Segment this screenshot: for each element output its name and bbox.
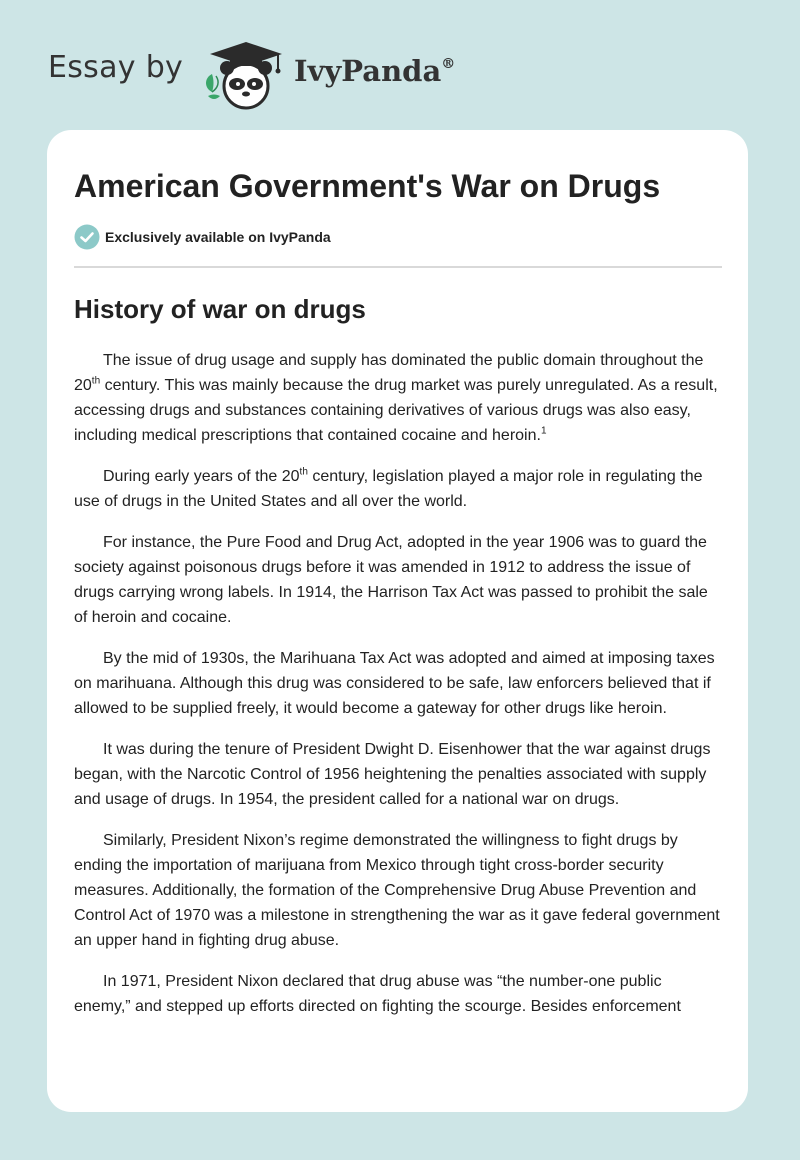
paragraph (74, 737, 722, 812)
article-body (74, 348, 722, 1019)
brand-name[interactable]: IvyPanda® (294, 54, 456, 88)
section-heading: History of war on drugs (74, 294, 366, 324)
divider (74, 266, 722, 268)
text-segment: By the mid of 1930s, the Marihuana Tax Act was adopted and aimed at imposing taxes on marihuana. Although this drug was considered to be safe, law enforcers believed that if allowed to be supplied freely, it would become a gateway for other drugs like heroin. (74, 650, 715, 717)
superscript: th (91, 375, 101, 387)
text-segment: It was during the tenure of President Dwight D. Eisenhower that the war against drugs began, with the Narcotic Control of 1956 heightening the penalties associated with supply and usage of drugs. In 1954, the president called for a national war on drugs. (74, 741, 711, 808)
text-segment: The issue of drug usage and supply has dominated the public domain throughout the 20 (74, 352, 704, 394)
article-card (47, 130, 748, 1112)
check-circle-icon (74, 224, 100, 250)
paragraph (74, 969, 722, 1019)
paragraph (74, 464, 722, 514)
text-segment: century. This was mainly because the drug market was purely unregulated. As a result, accessing drugs and substances containing derivatives of various drugs was also easy, including medical prescriptions that contained cocaine and heroin. (74, 377, 718, 444)
text-segment: For instance, the Pure Food and Drug Act, adopted in the year 1906 was to guard the society against poisonous drugs before it was amended in 1912 to address the issue of drugs carrying wrong labels. In 1914, the Harrison Tax Act was passed to prohibit the sale of heroin and cocaine. (74, 534, 708, 626)
text-segment: In 1971, President Nixon declared that drug abuse was “the number-one public enemy,” and stepped up efforts directed on fighting the scourge. Besides enforcement (74, 973, 681, 1015)
panda-graduation-cap-icon[interactable] (198, 34, 294, 110)
registered-mark: ® (441, 56, 456, 72)
paragraph (74, 646, 722, 721)
paragraph (74, 348, 722, 448)
superscript: 1 (540, 425, 547, 437)
text-segment: century, legislation played a major role in regulating the use of drugs in the United States and all over the world. (74, 468, 703, 510)
text-segment: During early years of the 20 (103, 468, 300, 485)
brand-prefix: Essay by (48, 50, 184, 85)
paragraph (74, 530, 722, 630)
exclusive-badge (74, 224, 722, 250)
text-segment: Similarly, President Nixon’s regime demonstrated the willingness to fight drugs by ending the importation of marijuana from Mexico through tight cross-border security measures. Additionally, the formation of the Comprehensive Drug Abuse Prevention and Control Act of 1970 was a milestone in strengthening the war as it gave federal government an upper hand in fighting drug abuse. (74, 832, 720, 949)
paragraph (74, 828, 722, 953)
site-header (48, 30, 478, 110)
superscript: th (299, 466, 308, 478)
exclusive-badge-text: Exclusively available on IvyPanda (105, 229, 331, 245)
page-title: American Government's War on Drugs (74, 168, 661, 204)
